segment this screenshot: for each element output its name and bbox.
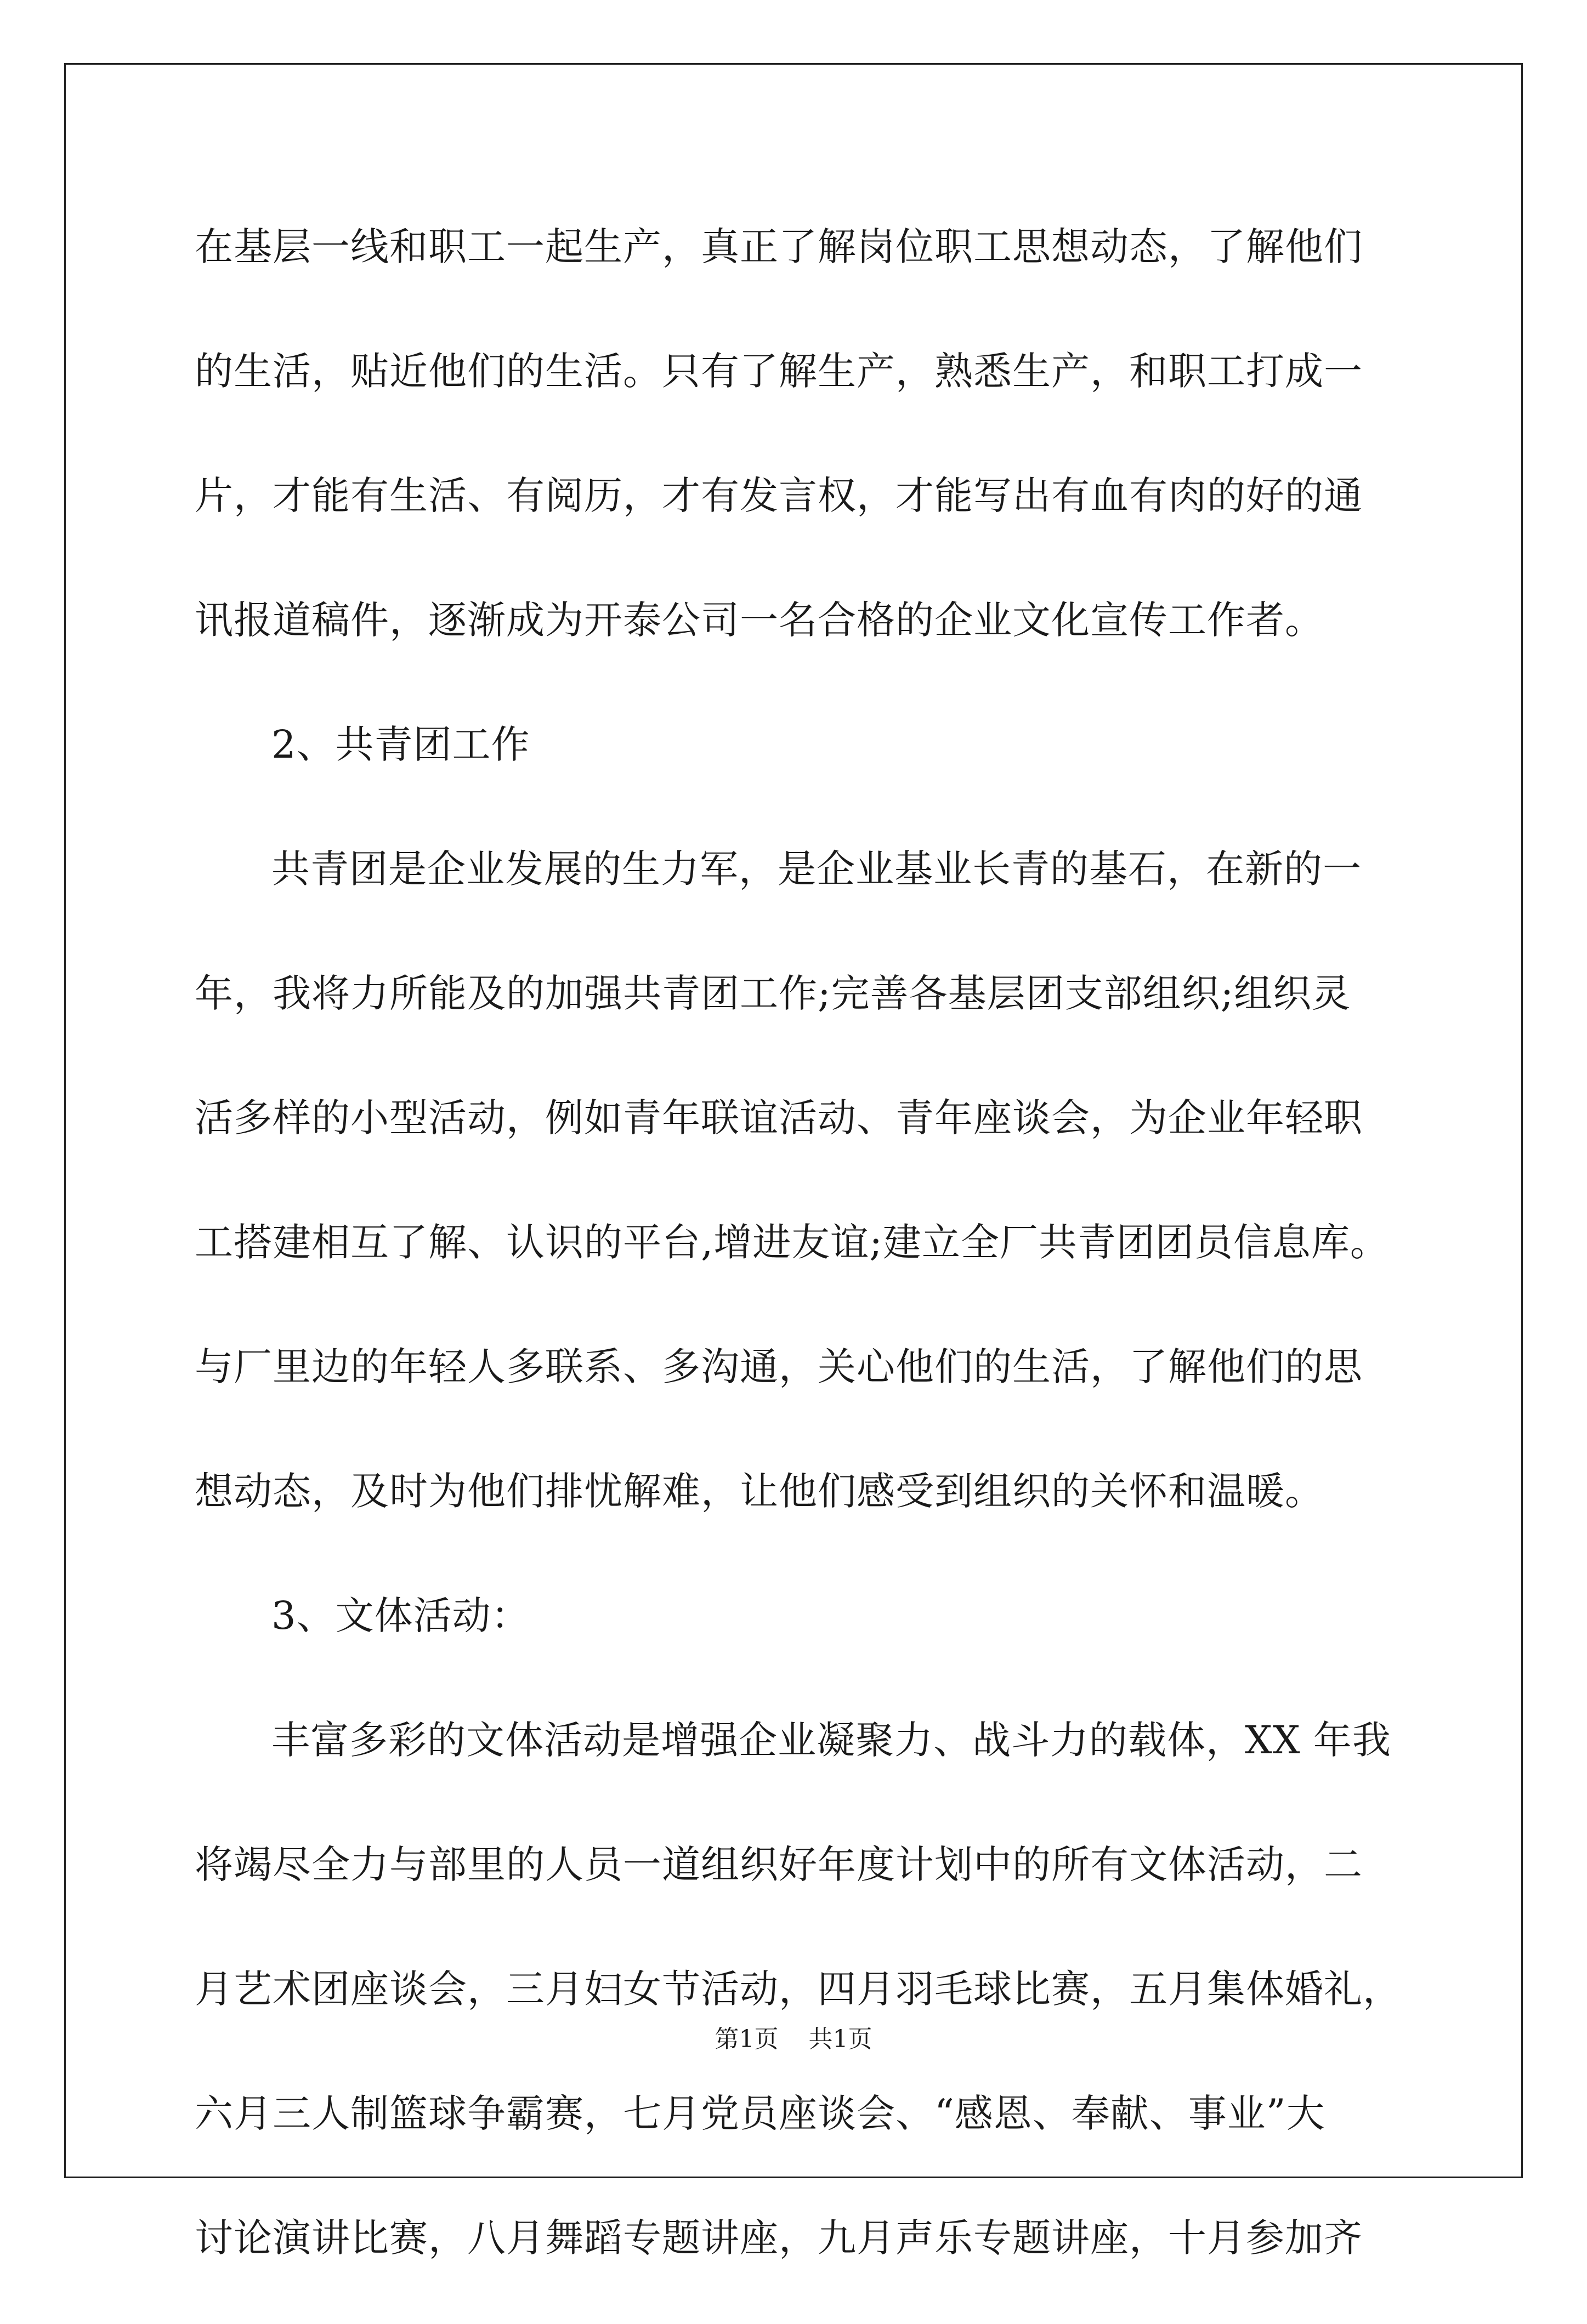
text-line-4: 讯报道稿件，逐渐成为开泰公司一名合格的企业文化宣传工作者。	[195, 598, 1324, 643]
text-line-17: 讨论演讲比赛，八月舞蹈专题讲座，九月声乐专题讲座，十月参加齐	[195, 2215, 1363, 2260]
text-line-9: 工搭建相互了解、认识的平台,增进友谊;建立全厂共青团团员信息库。	[195, 1220, 1389, 1265]
text-line-16: 六月三人制篮球争霸赛，七月党员座谈会、“感恩、奉献、事业”大	[195, 2091, 1325, 2136]
text-line-1: 在基层一线和职工一起生产，真正了解岗位职工思想动态，了解他们	[195, 224, 1363, 269]
text-line-6: 共青团是企业发展的生力军，是企业基业长青的基石，在新的一	[271, 846, 1362, 891]
text-line-13: 丰富多彩的文体活动是增强企业凝聚力、战斗力的载体，XX 年我	[271, 1718, 1391, 1763]
document-body	[195, 208, 1401, 2324]
page-number-total: 共1页	[808, 2025, 872, 2053]
text-line-2: 的生活，贴近他们的生活。只有了解生产，熟悉生产，和职工打成一	[195, 349, 1363, 394]
text-line-8: 活多样的小型活动，例如青年联谊活动、青年座谈会，为企业年轻职	[195, 1095, 1363, 1140]
text-line-11: 想动态，及时为他们排忧解难，让他们感受到组织的关怀和温暖。	[195, 1469, 1324, 1514]
page-footer	[0, 2023, 1587, 2056]
text-line-10: 与厂里边的年轻人多联系、多沟通，关心他们的生活，了解他们的思	[195, 1344, 1363, 1389]
text-line-15: 月艺术团座谈会，三月妇女节活动，四月羽毛球比赛，五月集体婚礼，	[195, 1967, 1402, 2012]
section-heading-youth-league: 2、共青团工作	[271, 722, 530, 767]
page-number-current: 第1页	[715, 2025, 779, 2053]
section-heading-sports-culture: 3、文体活动：	[271, 1593, 530, 1638]
text-line-7: 年，我将力所能及的加强共青团工作;完善各基层团支部组织;组织灵	[195, 971, 1351, 1016]
text-line-14: 将竭尽全力与部里的人员一道组织好年度计划中的所有文体活动，二	[195, 1842, 1363, 1887]
text-line-3: 片，才能有生活、有阅历，才有发言权，才能写出有血有肉的好的通	[195, 473, 1363, 518]
